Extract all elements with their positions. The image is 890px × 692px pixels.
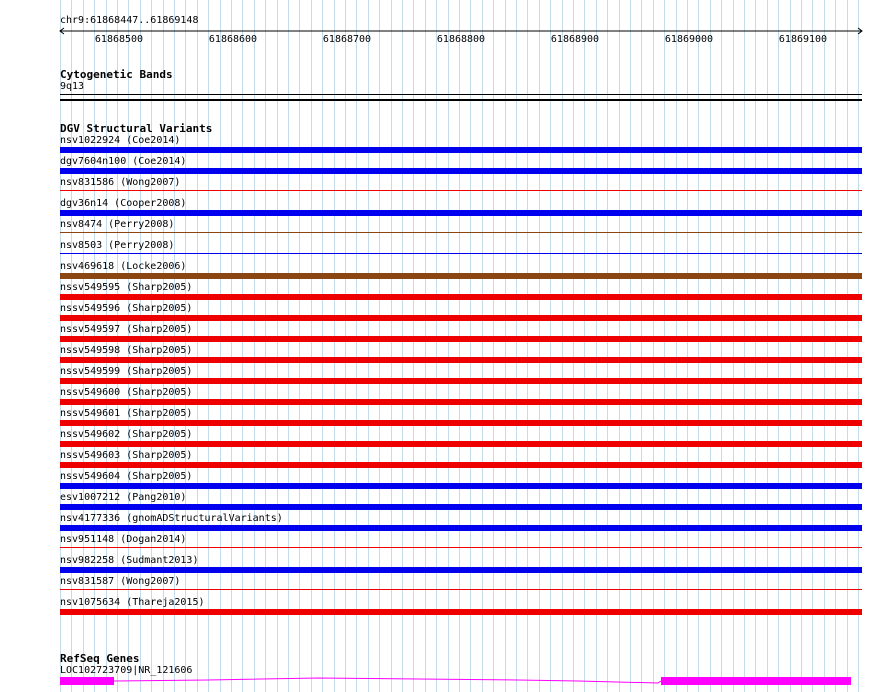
dgv-variant-label[interactable]: nssv549597 (Sharp2005) [60, 324, 193, 335]
dgv-variant-label[interactable]: nssv549595 (Sharp2005) [60, 282, 193, 293]
dgv-variant-label[interactable]: dgv36n14 (Cooper2008) [60, 198, 187, 209]
dgv-variant-label[interactable]: dgv7604n100 (Coe2014) [60, 156, 187, 167]
dgv-variant-feature[interactable] [60, 462, 862, 468]
dgv-variant-feature[interactable] [60, 273, 862, 279]
dgv-variant-label[interactable]: nssv549598 (Sharp2005) [60, 345, 193, 356]
dgv-variant-feature[interactable] [60, 232, 862, 233]
dgv-variant-feature[interactable] [60, 294, 862, 300]
cytoband-line [60, 94, 862, 95]
dgv-variant-label[interactable]: nsv8474 (Perry2008) [60, 219, 175, 230]
ruler-tick-label: 61868600 [208, 34, 258, 45]
track-separator [60, 99, 862, 101]
dgv-variant-feature[interactable] [60, 315, 862, 321]
dgv-variant-feature[interactable] [60, 441, 862, 447]
cytoband-track-title: Cytogenetic Bands [60, 68, 173, 81]
dgv-variant-feature[interactable] [60, 547, 862, 548]
dgv-track-title: DGV Structural Variants [60, 122, 213, 135]
dgv-variant-label[interactable]: nsv8503 (Perry2008) [60, 240, 175, 251]
dgv-variant-label[interactable]: nssv549596 (Sharp2005) [60, 303, 193, 314]
gene-exon [661, 677, 851, 685]
dgv-variant-feature[interactable] [60, 253, 862, 254]
dgv-variant-label[interactable]: nsv469618 (Locke2006) [60, 261, 187, 272]
dgv-variant-feature[interactable] [60, 420, 862, 426]
dgv-variant-feature[interactable] [60, 609, 862, 615]
dgv-variant-label[interactable]: nssv549604 (Sharp2005) [60, 471, 193, 482]
dgv-variant-feature[interactable] [60, 589, 862, 590]
ruler-tick-label: 61868500 [94, 34, 144, 45]
dgv-variant-label[interactable]: nssv549600 (Sharp2005) [60, 387, 193, 398]
dgv-variant-feature[interactable] [60, 336, 862, 342]
dgv-variant-label[interactable]: nsv831586 (Wong2007) [60, 177, 181, 188]
cytoband-label[interactable]: 9q13 [60, 81, 85, 92]
refseq-gene-model[interactable] [58, 674, 854, 688]
dgv-variant-feature[interactable] [60, 378, 862, 384]
dgv-variant-feature[interactable] [60, 399, 862, 405]
refseq-track-title: RefSeq Genes [60, 652, 140, 665]
dgv-variant-feature[interactable] [60, 567, 862, 573]
locus-label: chr9:61868447..61869148 [60, 15, 199, 26]
dgv-variant-label[interactable]: nssv549602 (Sharp2005) [60, 429, 193, 440]
ruler-tick-label: 61868800 [436, 34, 486, 45]
dgv-variant-label[interactable]: nsv4177336 (gnomADStructuralVariants) [60, 513, 283, 524]
gene-intron [114, 678, 661, 683]
dgv-variant-label[interactable]: nssv549601 (Sharp2005) [60, 408, 193, 419]
dgv-variant-feature[interactable] [60, 168, 862, 174]
dgv-variant-feature[interactable] [60, 504, 862, 510]
ruler-tick-label: 61869000 [664, 34, 714, 45]
dgv-variant-feature[interactable] [60, 483, 862, 489]
dgv-variant-feature[interactable] [60, 357, 862, 363]
dgv-variant-label[interactable]: esv1007212 (Pang2010) [60, 492, 187, 503]
dgv-variant-label[interactable]: nsv982258 (Sudmant2013) [60, 555, 199, 566]
dgv-variant-feature[interactable] [60, 210, 862, 216]
gene-exon [60, 677, 114, 685]
ruler-tick-label: 61868900 [550, 34, 600, 45]
ruler-tick-label: 61868700 [322, 34, 372, 45]
dgv-variant-feature[interactable] [60, 147, 862, 153]
dgv-variant-label[interactable]: nsv1075634 (Thareja2015) [60, 597, 205, 608]
dgv-variant-label[interactable]: nsv831587 (Wong2007) [60, 576, 181, 587]
refseq-gene-label[interactable]: LOC102723709|NR_121606 [60, 665, 193, 676]
dgv-variant-feature[interactable] [60, 190, 862, 191]
dgv-variant-label[interactable]: nsv1022924 (Coe2014) [60, 135, 181, 146]
dgv-variant-label[interactable]: nssv549603 (Sharp2005) [60, 450, 193, 461]
dgv-variant-label[interactable]: nssv549599 (Sharp2005) [60, 366, 193, 377]
ruler-tick-label: 61869100 [778, 34, 828, 45]
dgv-variant-feature[interactable] [60, 525, 862, 531]
dgv-variant-label[interactable]: nsv951148 (Dogan2014) [60, 534, 187, 545]
